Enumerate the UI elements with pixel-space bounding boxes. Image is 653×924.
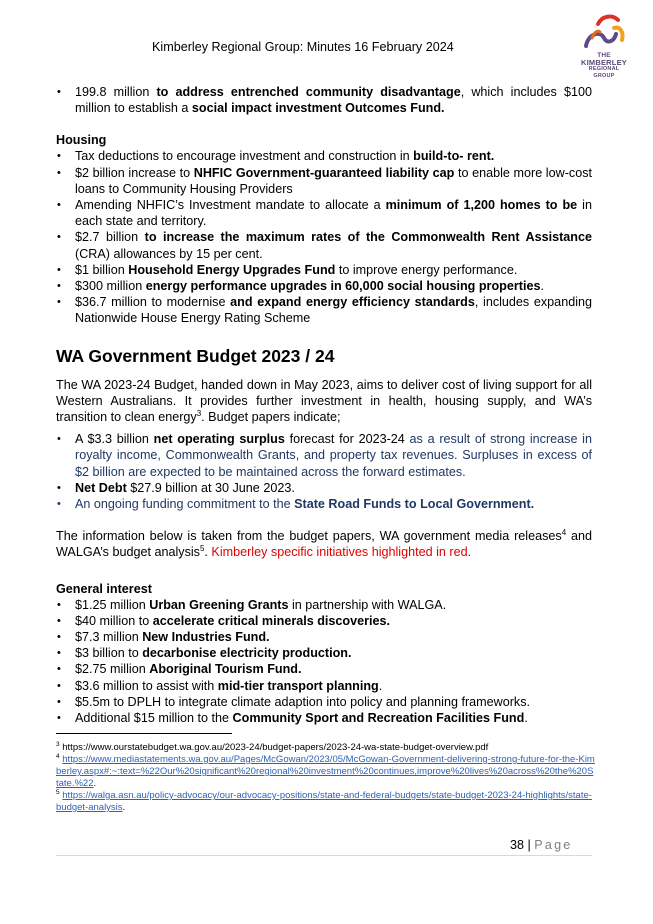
list-item: • A $3.3 billion net operating surplus forecast for 2023-24 as a result of strong increase in royalty income, Commonwealth Grants, and property tax revenues. Surpluses in excess of $2 billion are expected to be maintained across the forward estimates. — [57, 432, 592, 479]
housing-heading: Housing — [56, 133, 107, 148]
info-paragraph: The information below is taken from the budget papers, WA government media releases$^4$ and WALGA’s budget analysis$^5$. Kimberley specific initiatives highlighted in red. — [56, 528, 592, 560]
page-header: Kimberley Regional Group: Minutes 16 February 2024 — [152, 40, 454, 54]
bullet-icon: • — [57, 166, 61, 179]
general-interest-heading: General interest — [56, 581, 152, 596]
wa-budget-heading: WA Government Budget 2023 / 24 — [56, 345, 335, 366]
footer-divider — [56, 855, 592, 856]
list-item: • $2.75 million Aboriginal Tourism Fund. — [57, 662, 302, 677]
bullet-icon: • — [57, 433, 61, 446]
list-item: • $1 billion Household Energy Upgrades Fund to improve energy performance. — [57, 262, 518, 277]
footnotes — [56, 742, 596, 814]
footnote-ref[interactable]: 4 — [561, 528, 567, 538]
list-item: • $36.7 million to modernise and expand energy efficiency standards, includes expanding Nationwide House Energy Rating Scheme — [57, 295, 593, 326]
wa-intro-paragraph: The WA 2023-24 Budget, handed down in May 2023, aims to deliver cost of living support for all Western Australians. It provides further investment in health, housing supply, and WA’s transition to clean energy$^3$. Budget papers indicate; — [56, 377, 592, 425]
list-item: • $3 billion to decarbonise electricity production. — [57, 646, 352, 661]
list-item: • $7.3 million New Industries Fund. — [57, 630, 270, 645]
bullet-icon: • — [57, 263, 61, 276]
list-item: • $3.6 million to assist with mid-tier transport planning. — [57, 678, 383, 693]
list-item: • $1.25 million Urban Greening Grants in partnership with WALGA. — [57, 597, 447, 612]
bullet-icon: • — [57, 86, 61, 98]
footnote-3: $^3$ https://www.ourstatebudget.wa.gov.au/2023-24/budget-papers/2023-24-wa-state-budget-overview.pdf — [56, 740, 489, 753]
bullet-icon: • — [57, 614, 61, 627]
bullet-icon: • — [57, 280, 61, 293]
bullet-icon: • — [57, 498, 61, 511]
logo-swirl-icon — [578, 12, 630, 54]
footnote-5: $^5$ https://walga.asn.au/policy-advocacy/our-advocacy-positions/state-and-federal-budgets/state-budget-2023-24-highlights/state-budget-analysis. — [56, 788, 592, 813]
list-item: • $5.5m to DPLH to integrate climate adaption into policy and planning frameworks. — [57, 694, 531, 709]
bullet-icon: • — [57, 679, 61, 692]
page-content — [56, 84, 592, 726]
footnote-4: $^4$ https://www.mediastatements.wa.gov.au/Pages/McGowan/2023/05/McGowan-Government-delivering-strong-future-for-the-Kimberley.aspx#:~:text=%22Our%20significant%20regional%20investment%20continues,improve%20lives%20across%20the%20State.%22. — [56, 752, 595, 789]
footnote-ref[interactable]: 5 — [199, 544, 205, 554]
general-interest-list — [56, 597, 592, 727]
logo-text-the: THE — [597, 52, 611, 59]
bullet-icon: • — [57, 712, 61, 725]
list-item: • Additional $15 million to the Community Sport and Recreation Facilities Fund. — [57, 711, 528, 726]
bullet-icon: • — [57, 231, 61, 244]
list-item: • An ongoing funding commitment to the State Road Funds to Local Government. — [57, 497, 535, 512]
list-item: • $2.7 billion to increase the maximum rates of the Commonwealth Rent Assistance (CRA) allowances by 15 per cent. — [57, 230, 593, 261]
logo-text-kimberley: KIMBERLEY — [581, 58, 627, 67]
bullet-icon: • — [57, 663, 61, 676]
kimberley-logo — [578, 12, 630, 79]
bullet-icon: • — [57, 631, 61, 644]
footnote-4-link[interactable]: https://www.mediastatements.wa.gov.au/Pages/McGowan/2023/05/McGowan-Government-delivering-strong-future-for-the-Kimberley.aspx#:~:text=%22Our%20significant%20regional%20investment%20continues,improve%20lives%20across%20the%20State.%22 — [56, 754, 595, 789]
logo-text-regional-group: REGIONAL GROUP — [588, 66, 620, 79]
bullet-icon: • — [57, 647, 61, 660]
page-number: 38 | Page — [510, 838, 573, 852]
list-item: • Net Debt $27.9 billion at 30 June 2023. — [57, 480, 295, 495]
bullet-icon: • — [57, 199, 61, 212]
wa-list — [56, 431, 592, 512]
bullet-icon: • — [57, 150, 61, 163]
list-item: • $2 billion increase to NHFIC Government-guaranteed liability cap to enable more low-cost loans to Community Housing Providers — [57, 165, 592, 196]
top-bullet-list — [56, 84, 592, 116]
housing-list — [56, 148, 592, 326]
footnote-3-url: https://www.ourstatebudget.wa.gov.au/2023-24/budget-papers/2023-24-wa-state-budget-overview.pdf — [59, 742, 489, 753]
bullet-icon: • — [57, 598, 61, 611]
list-item: • $300 million energy performance upgrades in 60,000 social housing properties. — [57, 279, 544, 294]
list-item: • $40 million to accelerate critical minerals discoveries. — [57, 613, 391, 628]
footnote-5-link[interactable]: https://walga.asn.au/policy-advocacy/our-advocacy-positions/state-and-federal-budgets/state-budget-2023-24-highlights/state-budget-analysis — [56, 790, 592, 813]
footnote-ref[interactable]: 3 — [196, 408, 202, 418]
bullet-icon: • — [57, 296, 61, 309]
bullet-icon: • — [57, 481, 61, 494]
footnote-divider — [56, 733, 232, 734]
list-item: • Tax deductions to encourage investment and construction in build-to- rent. — [57, 149, 495, 164]
list-item: • 199.8 million to address entrenched community disadvantage, which includes $100 million to establish a social impact investment Outcomes Fund. — [57, 85, 592, 116]
bullet-icon: • — [57, 695, 61, 708]
list-item: • Amending NHFIC’s Investment mandate to allocate a minimum of 1,200 homes to be in each state and territory. — [57, 198, 592, 229]
